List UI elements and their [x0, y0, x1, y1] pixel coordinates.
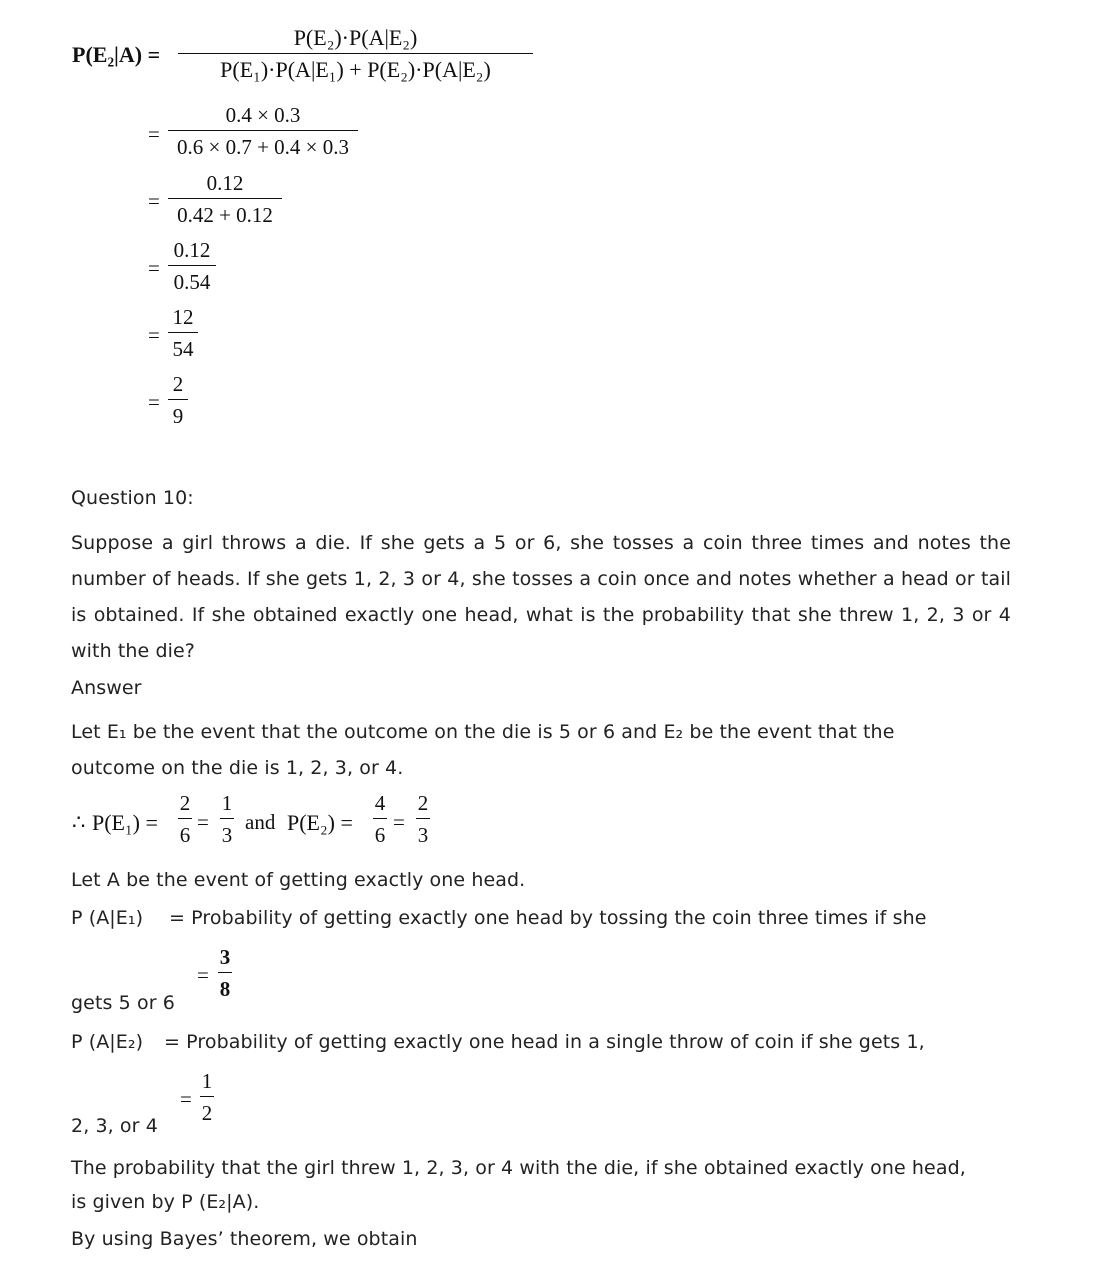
fraction-pae2 — [200, 1069, 214, 1125]
fraction-step-4 — [168, 305, 198, 361]
fraction-numerator: 0.12 — [206, 171, 244, 195]
fraction-bar — [168, 130, 358, 131]
question-body: Suppose a girl throws a die. If she gets a 5 or 6, she tosses a coin three times and notes the number of heads. If she gets 1, 2, 3 or 4, she tosses a coin once and notes whether a head or tail is obtained. If she obtained exactly one head, what is the probability that she threw 1, 2, 3 or 4 with the die? — [71, 532, 1011, 662]
fraction-numerator: 1 — [221, 791, 233, 815]
and-word: and — [245, 810, 276, 834]
pae2-description: = Probability of getting exactly one head in a single throw of coin if she gets 1, — [164, 1031, 925, 1053]
fraction-bar — [178, 818, 192, 819]
fraction-bar — [220, 818, 234, 819]
pae1-continuation: gets 5 or 6 — [71, 992, 175, 1014]
lhs-expression: P(E₂|A) = — [72, 42, 161, 67]
fraction-numerator: 1 — [201, 1069, 213, 1093]
fraction-denominator: 0.54 — [173, 270, 211, 294]
pae2-lhs: P (A|E₂) — [71, 1031, 144, 1053]
fraction-step-3 — [168, 238, 216, 294]
fraction-denominator: 9 — [172, 404, 184, 428]
pae1-lhs: P (A|E₁) — [71, 907, 144, 929]
fraction-step-1 — [168, 103, 358, 159]
fraction-bayes-general — [178, 26, 533, 82]
fraction-numerator: P(E₂)·P(A|E₂) — [293, 25, 418, 50]
bayes-intro: By using Bayes’ theorem, we obtain — [71, 1228, 418, 1250]
equals-sign: = — [393, 810, 405, 834]
fraction-numerator: 0.4 × 0.3 — [225, 103, 301, 127]
fraction-bar — [168, 265, 216, 266]
fraction-denominator: 3 — [417, 823, 429, 847]
fraction-bar — [178, 53, 533, 54]
equals-sign: = — [197, 810, 209, 834]
pae1-description: = Probability of getting exactly one head by tossing the coin three times if she — [169, 907, 927, 929]
fraction-denominator: 0.6 × 0.7 + 0.4 × 0.3 — [176, 135, 350, 159]
fraction-pe2-a — [373, 791, 387, 847]
pe1-lhs: P(E₁) = — [92, 810, 158, 835]
fraction-denominator: 54 — [172, 337, 194, 361]
fraction-bar — [200, 1096, 214, 1097]
pe2-lhs: P(E₂) = — [287, 810, 353, 835]
fraction-step-2 — [168, 171, 282, 227]
answer-label: Answer — [71, 677, 142, 699]
fraction-denominator: 2 — [201, 1101, 213, 1125]
fraction-denominator: 6 — [179, 823, 191, 847]
event-a-definition: Let A be the event of getting exactly one head. — [71, 869, 526, 891]
fraction-numerator: 2 — [179, 791, 191, 815]
therefore-symbol: ∴ — [72, 810, 86, 834]
fraction-pe2-b — [416, 791, 430, 847]
fraction-pe1-b — [220, 791, 234, 847]
fraction-denominator: 0.42 + 0.12 — [177, 203, 273, 227]
fraction-bar — [416, 818, 430, 819]
fraction-bar — [218, 972, 232, 973]
fraction-step-5 — [168, 372, 188, 428]
fraction-denominator: 8 — [219, 977, 231, 1001]
fraction-numerator: 3 — [219, 945, 231, 969]
equals-sign: = — [148, 256, 160, 280]
equals-sign: = — [148, 122, 160, 146]
fraction-numerator: 0.12 — [173, 238, 211, 262]
equals-sign: = — [148, 390, 160, 414]
pae2-continuation: 2, 3, or 4 — [71, 1115, 158, 1137]
fraction-pae1 — [218, 945, 232, 1001]
fraction-numerator: 2 — [172, 372, 184, 396]
fraction-bar — [168, 198, 282, 199]
equals-sign: = — [197, 963, 209, 987]
fraction-denominator: P(E₁)·P(A|E₁) + P(E₂)·P(A|E₂) — [220, 57, 491, 82]
equals-sign: = — [148, 323, 160, 347]
equals-sign: = — [148, 189, 160, 213]
question-heading: Question 10: — [71, 487, 194, 509]
fraction-numerator: 12 — [172, 305, 194, 329]
fraction-pe1-a — [178, 791, 192, 847]
conclusion-text: The probability that the girl threw 1, 2, 3, or 4 with the die, if she obtained exactly one head, is given by P (E₂|A). — [71, 1157, 966, 1213]
fraction-denominator: 3 — [221, 823, 233, 847]
fraction-denominator: 6 — [374, 823, 386, 847]
fraction-numerator: 2 — [417, 791, 429, 815]
equals-sign: = — [180, 1087, 192, 1111]
fraction-bar — [168, 399, 188, 400]
fraction-bar — [168, 332, 198, 333]
event-definitions: Let E₁ be the event that the outcome on the die is 5 or 6 and E₂ be the event that the outcome on the die is 1, 2, 3, or 4. — [71, 721, 895, 779]
fraction-numerator: 4 — [374, 791, 386, 815]
fraction-bar — [373, 818, 387, 819]
